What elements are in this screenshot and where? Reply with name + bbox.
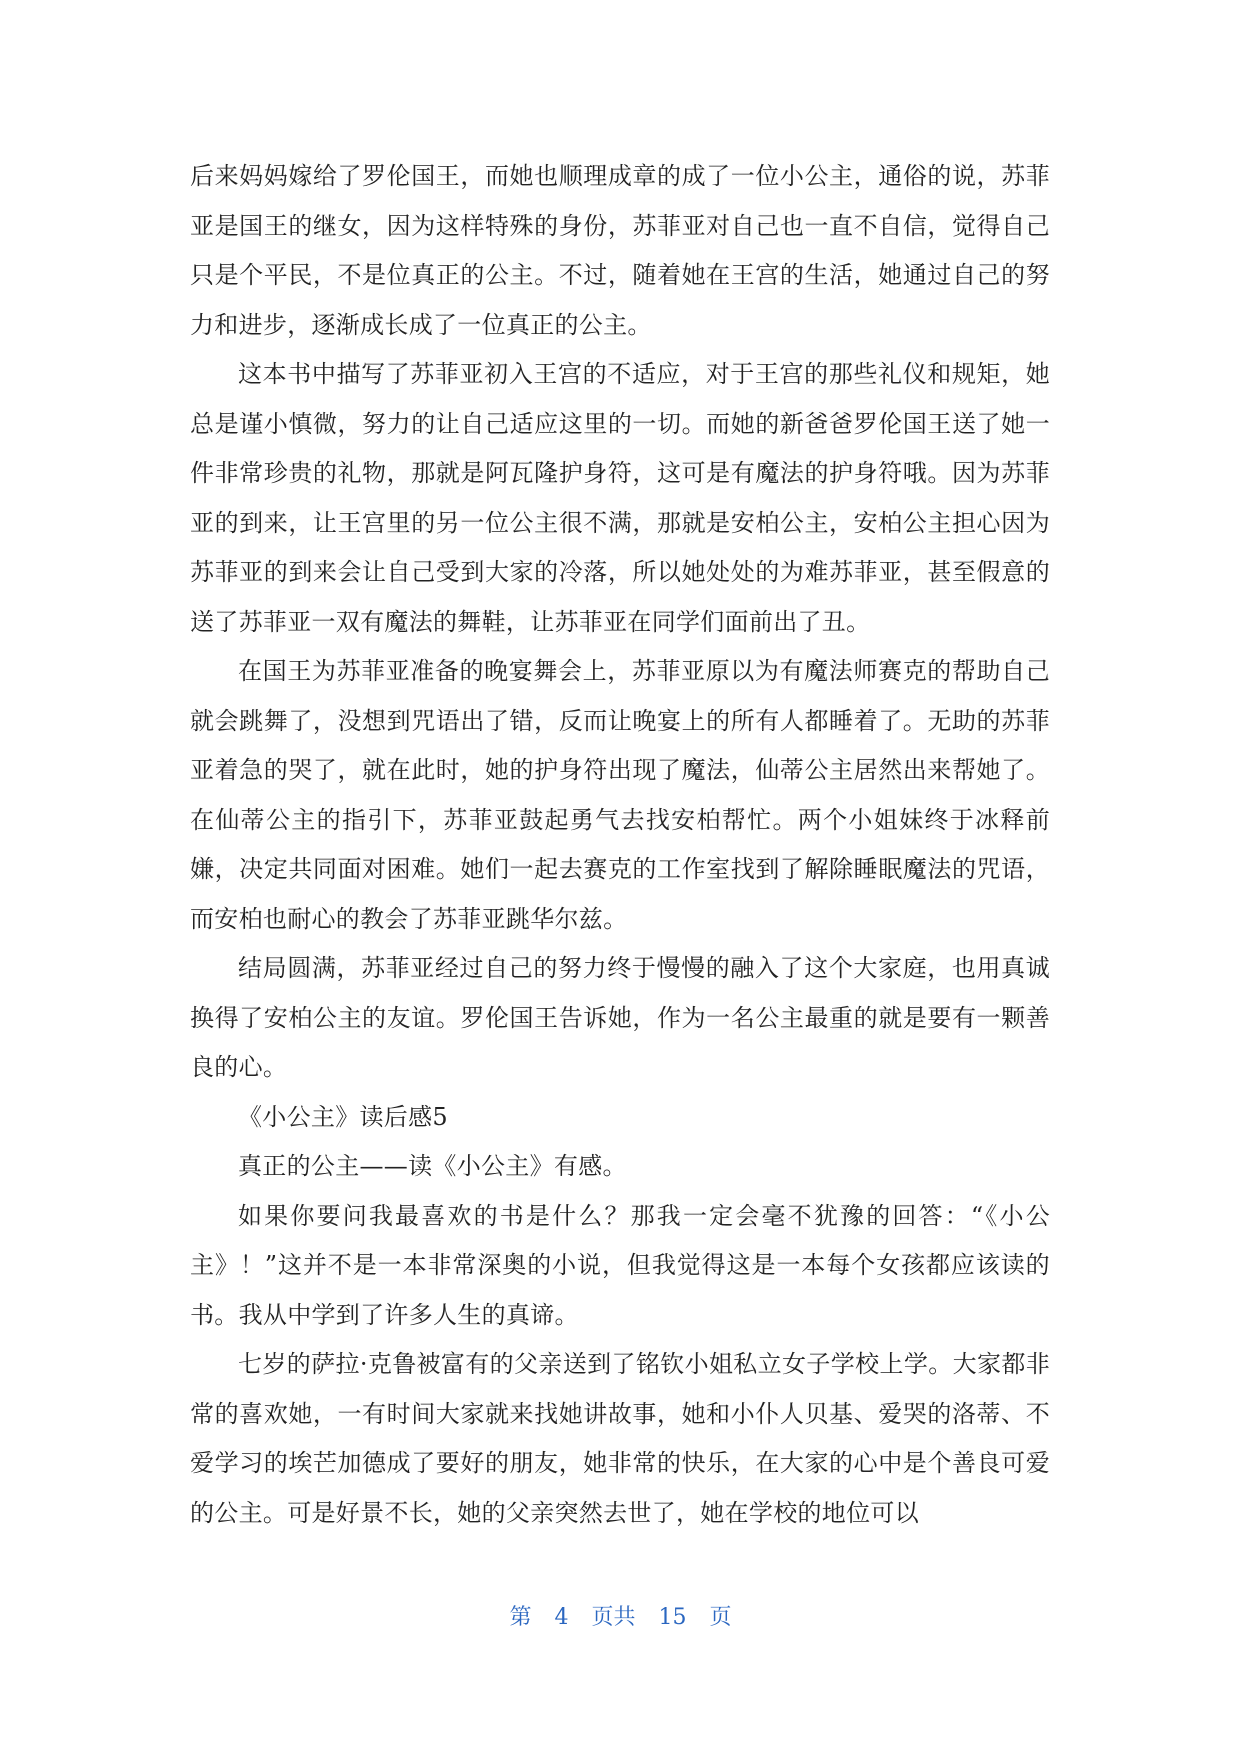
- footer-current-page: 4: [554, 1605, 569, 1630]
- document-body: [190, 152, 1050, 1538]
- paragraph-3: 在国王为苏菲亚准备的晚宴舞会上，苏菲亚原以为有魔法师赛克的帮助自己就会跳舞了，没想到咒语出了错，反而让晚宴上的所有人都睡着了。无助的苏菲亚着急的哭了，就在此时，她的护身符出现了魔法，仙蒂公主居然出来帮她了。在仙蒂公主的指引下，苏菲亚鼓起勇气去找安柏帮忙。两个小姐妹终于冰释前嫌，决定共同面对困难。她们一起去赛克的工作室找到了解除睡眠魔法的咒语，而安柏也耐心的教会了苏菲亚跳华尔兹。: [190, 657, 1050, 933]
- footer-middle: 页共: [591, 1605, 636, 1630]
- paragraph-1: 后来妈妈嫁给了罗伦国王，而她也顺理成章的成了一位小公主，通俗的说，苏菲亚是国王的继女，因为这样特殊的身份，苏菲亚对自己也一直不自信，觉得自己只是个平民，不是位真正的公主。不过，随着她在王宫的生活，她通过自己的努力和进步，逐渐成长成了一位真正的公主。: [190, 162, 1050, 339]
- paragraph-6: 七岁的萨拉·克鲁被富有的父亲送到了铭钦小姐私立女子学校上学。大家都非常的喜欢她，一有时间大家就来找她讲故事，她和小仆人贝基、爱哭的洛蒂、不爱学习的埃芒加德成了要好的朋友，她非常的快乐，在大家的心中是个善良可爱的公主。可是好景不长，她的父亲突然去世了，她在学校的地位可以: [190, 1350, 1050, 1527]
- section-heading: 《小公主》读后感5: [238, 1102, 448, 1131]
- footer-suffix: 页: [709, 1605, 732, 1630]
- page-footer: [0, 1600, 1241, 1631]
- footer-prefix: 第: [509, 1605, 532, 1630]
- paragraph-5: 如果你要问我最喜欢的书是什么？那我一定会毫不犹豫的回答：“《小公主》！”这并不是一本非常深奥的小说，但我觉得这是一本每个女孩都应该读的书。我从中学到了许多人生的真谛。: [190, 1201, 1050, 1329]
- footer-total-pages: 15: [658, 1605, 687, 1630]
- paragraph-4: 结局圆满，苏菲亚经过自己的努力终于慢慢的融入了这个大家庭，也用真诚换得了安柏公主的友谊。罗伦国王告诉她，作为一名公主最重的就是要有一颗善良的心。: [190, 954, 1050, 1081]
- section-subtitle: 真正的公主——读《小公主》有感。: [238, 1152, 627, 1180]
- paragraph-2: 这本书中描写了苏菲亚初入王宫的不适应，对于王宫的那些礼仪和规矩，她总是谨小慎微，努力的让自己适应这里的一切。而她的新爸爸罗伦国王送了她一件非常珍贵的礼物，那就是阿瓦隆护身符，这可是有魔法的护身符哦。因为苏菲亚的到来，让王宫里的另一位公主很不满，那就是安柏公主，安柏公主担心因为苏菲亚的到来会让自己受到大家的冷落，所以她处处的为难苏菲亚，甚至假意的送了苏菲亚一双有魔法的舞鞋，让苏菲亚在同学们面前出了丑。: [190, 360, 1050, 636]
